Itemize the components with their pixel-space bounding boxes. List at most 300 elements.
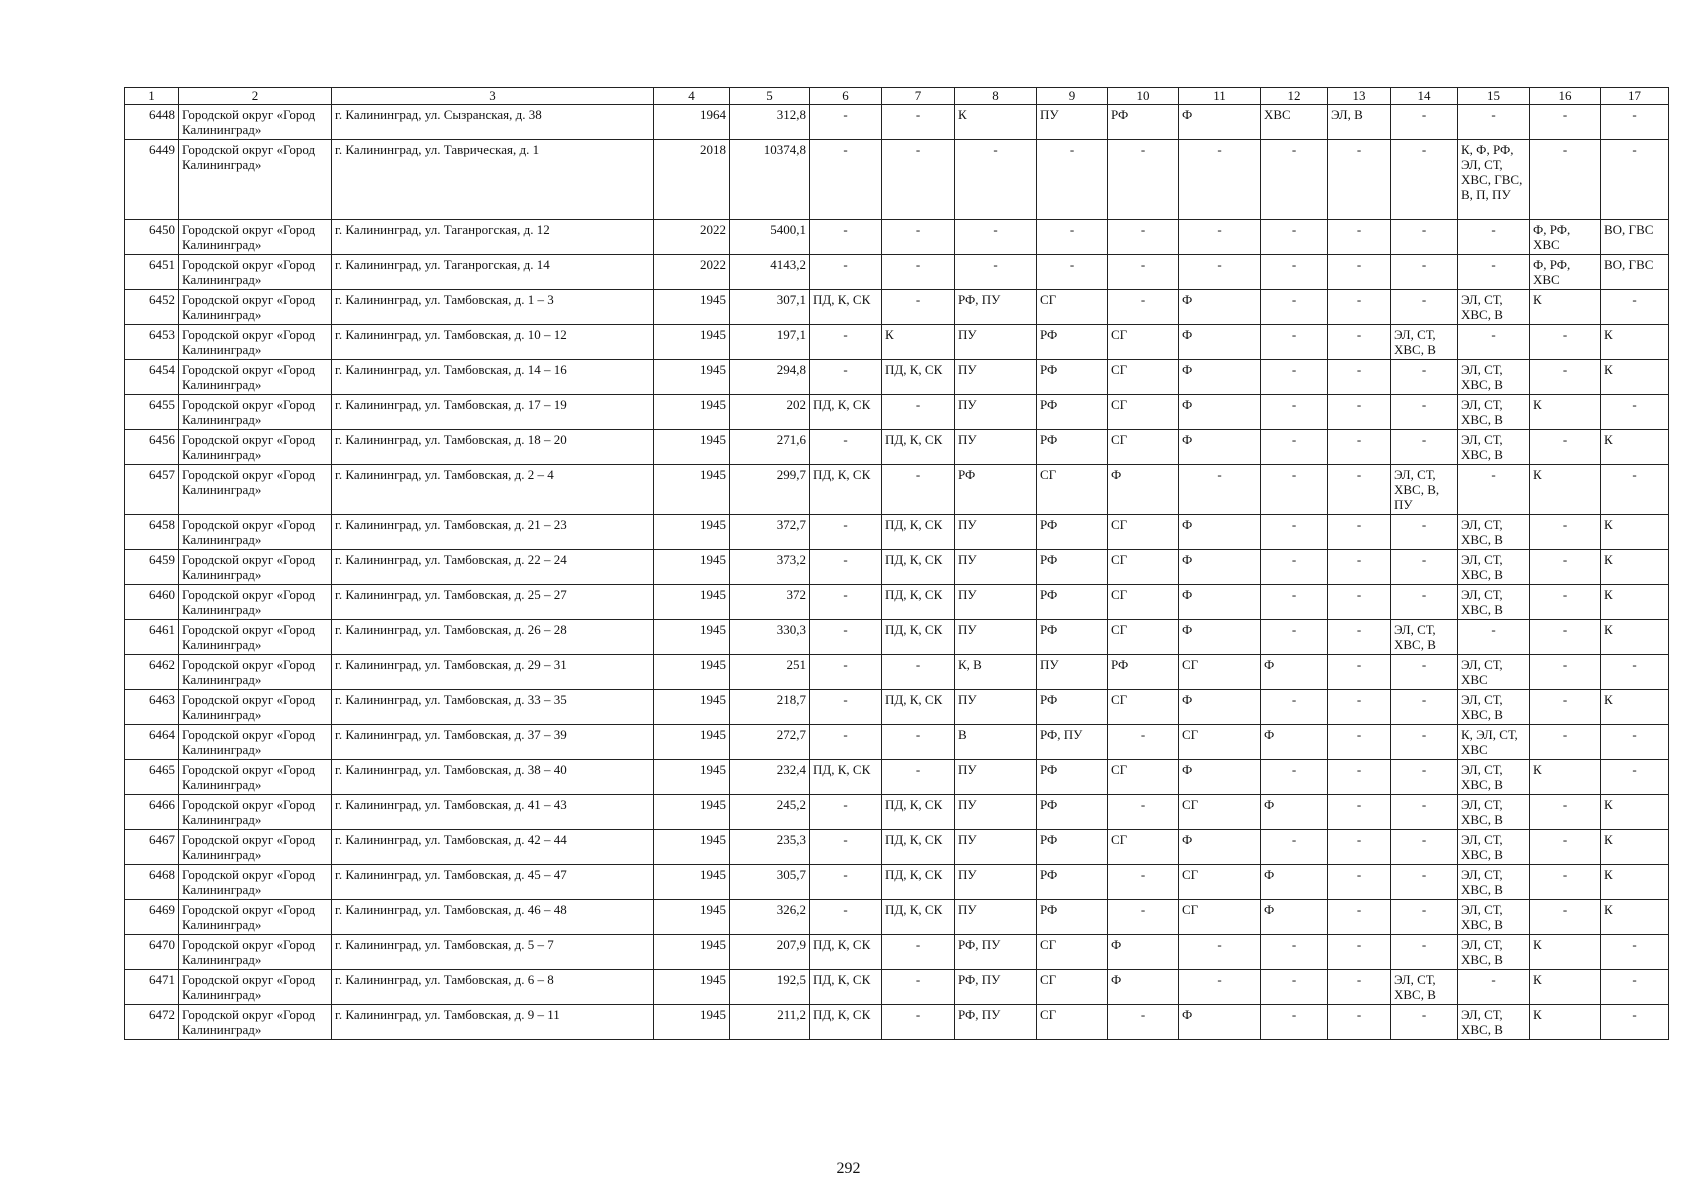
cell-col-7: - bbox=[882, 105, 955, 140]
cell-col-4: 1945 bbox=[654, 725, 730, 760]
cell-col-5: 372,7 bbox=[730, 515, 810, 550]
cell-col-4: 1945 bbox=[654, 865, 730, 900]
cell-col-1: 6453 bbox=[125, 325, 179, 360]
cell-col-16: - bbox=[1530, 655, 1601, 690]
cell-col-14: - bbox=[1391, 140, 1458, 220]
cell-col-10: Ф bbox=[1108, 465, 1179, 515]
cell-col-12: - bbox=[1261, 1005, 1328, 1040]
cell-col-14: - bbox=[1391, 900, 1458, 935]
cell-col-1: 6464 bbox=[125, 725, 179, 760]
cell-col-5: 5400,1 bbox=[730, 220, 810, 255]
cell-col-12: - bbox=[1261, 970, 1328, 1005]
cell-col-9: РФ bbox=[1037, 690, 1108, 725]
column-header-17: 17 bbox=[1601, 88, 1669, 105]
cell-col-3: г. Калининград, ул. Тамбовская, д. 22 – 24 bbox=[332, 550, 654, 585]
cell-col-4: 1945 bbox=[654, 395, 730, 430]
cell-col-12: - bbox=[1261, 515, 1328, 550]
cell-col-13: - bbox=[1328, 690, 1391, 725]
column-header-4: 4 bbox=[654, 88, 730, 105]
cell-col-11: СГ bbox=[1179, 655, 1261, 690]
cell-col-11: Ф bbox=[1179, 430, 1261, 465]
cell-col-7: ПД, К, СК bbox=[882, 690, 955, 725]
cell-col-4: 1945 bbox=[654, 690, 730, 725]
cell-col-2: Городской округ «Город Калининград» bbox=[179, 255, 332, 290]
cell-col-8: ПУ bbox=[955, 620, 1037, 655]
cell-col-1: 6467 bbox=[125, 830, 179, 865]
cell-col-10: - bbox=[1108, 1005, 1179, 1040]
cell-col-16: - bbox=[1530, 795, 1601, 830]
cell-col-8: РФ, ПУ bbox=[955, 935, 1037, 970]
cell-col-5: 232,4 bbox=[730, 760, 810, 795]
cell-col-5: 305,7 bbox=[730, 865, 810, 900]
cell-col-14: - bbox=[1391, 550, 1458, 585]
table-row bbox=[125, 725, 1669, 760]
cell-col-9: СГ bbox=[1037, 1005, 1108, 1040]
cell-col-1: 6457 bbox=[125, 465, 179, 515]
cell-col-16: Ф, РФ, ХВС bbox=[1530, 255, 1601, 290]
cell-col-17: - bbox=[1601, 725, 1669, 760]
cell-col-16: - bbox=[1530, 360, 1601, 395]
table-row bbox=[125, 140, 1669, 220]
table-row bbox=[125, 690, 1669, 725]
cell-col-12: Ф bbox=[1261, 655, 1328, 690]
cell-col-14: ЭЛ, СТ, ХВС, В, ПУ bbox=[1391, 465, 1458, 515]
cell-col-6: ПД, К, СК bbox=[810, 290, 882, 325]
cell-col-6: ПД, К, СК bbox=[810, 1005, 882, 1040]
cell-col-11: - bbox=[1179, 255, 1261, 290]
cell-col-17: К bbox=[1601, 830, 1669, 865]
column-header-5: 5 bbox=[730, 88, 810, 105]
cell-col-9: РФ bbox=[1037, 550, 1108, 585]
cell-col-13: - bbox=[1328, 550, 1391, 585]
cell-col-4: 1964 bbox=[654, 105, 730, 140]
cell-col-3: г. Калининград, ул. Тамбовская, д. 25 – 27 bbox=[332, 585, 654, 620]
cell-col-3: г. Калининград, ул. Тамбовская, д. 38 – 40 bbox=[332, 760, 654, 795]
cell-col-1: 6462 bbox=[125, 655, 179, 690]
cell-col-17: ВО, ГВС bbox=[1601, 220, 1669, 255]
cell-col-15: ЭЛ, СТ, ХВС, В bbox=[1458, 360, 1530, 395]
cell-col-1: 6465 bbox=[125, 760, 179, 795]
cell-col-9: РФ bbox=[1037, 395, 1108, 430]
cell-col-16: - bbox=[1530, 900, 1601, 935]
cell-col-11: Ф bbox=[1179, 105, 1261, 140]
cell-col-15: ЭЛ, СТ, ХВС, В bbox=[1458, 585, 1530, 620]
cell-col-10: СГ bbox=[1108, 325, 1179, 360]
cell-col-7: - bbox=[882, 655, 955, 690]
cell-col-1: 6458 bbox=[125, 515, 179, 550]
cell-col-7: - bbox=[882, 220, 955, 255]
cell-col-13: - bbox=[1328, 430, 1391, 465]
cell-col-1: 6463 bbox=[125, 690, 179, 725]
cell-col-14: - bbox=[1391, 105, 1458, 140]
cell-col-2: Городской округ «Город Калининград» bbox=[179, 515, 332, 550]
cell-col-1: 6452 bbox=[125, 290, 179, 325]
table-row bbox=[125, 360, 1669, 395]
cell-col-16: - bbox=[1530, 105, 1601, 140]
cell-col-6: - bbox=[810, 585, 882, 620]
table-row bbox=[125, 550, 1669, 585]
cell-col-3: г. Калининград, ул. Тамбовская, д. 42 – 44 bbox=[332, 830, 654, 865]
cell-col-12: Ф bbox=[1261, 725, 1328, 760]
cell-col-8: ПУ bbox=[955, 325, 1037, 360]
cell-col-6: ПД, К, СК bbox=[810, 395, 882, 430]
cell-col-7: ПД, К, СК bbox=[882, 515, 955, 550]
cell-col-12: - bbox=[1261, 395, 1328, 430]
cell-col-16: - bbox=[1530, 620, 1601, 655]
column-header-11: 11 bbox=[1179, 88, 1261, 105]
cell-col-10: СГ bbox=[1108, 585, 1179, 620]
cell-col-13: - bbox=[1328, 655, 1391, 690]
cell-col-16: - bbox=[1530, 430, 1601, 465]
cell-col-11: Ф bbox=[1179, 290, 1261, 325]
cell-col-9: РФ bbox=[1037, 620, 1108, 655]
cell-col-4: 1945 bbox=[654, 620, 730, 655]
cell-col-3: г. Калининград, ул. Тамбовская, д. 29 – 31 bbox=[332, 655, 654, 690]
table-row bbox=[125, 830, 1669, 865]
cell-col-7: ПД, К, СК bbox=[882, 620, 955, 655]
cell-col-10: СГ bbox=[1108, 430, 1179, 465]
cell-col-7: ПД, К, СК bbox=[882, 900, 955, 935]
cell-col-11: - bbox=[1179, 465, 1261, 515]
cell-col-7: ПД, К, СК bbox=[882, 585, 955, 620]
cell-col-6: - bbox=[810, 620, 882, 655]
register-table bbox=[124, 87, 1669, 1040]
cell-col-5: 372 bbox=[730, 585, 810, 620]
cell-col-11: СГ bbox=[1179, 725, 1261, 760]
cell-col-15: - bbox=[1458, 465, 1530, 515]
cell-col-5: 251 bbox=[730, 655, 810, 690]
cell-col-2: Городской округ «Город Калининград» bbox=[179, 105, 332, 140]
cell-col-11: Ф bbox=[1179, 550, 1261, 585]
cell-col-10: СГ bbox=[1108, 690, 1179, 725]
cell-col-14: - bbox=[1391, 725, 1458, 760]
cell-col-17: - bbox=[1601, 395, 1669, 430]
cell-col-14: - bbox=[1391, 865, 1458, 900]
cell-col-12: - bbox=[1261, 290, 1328, 325]
cell-col-7: ПД, К, СК bbox=[882, 865, 955, 900]
cell-col-9: РФ bbox=[1037, 865, 1108, 900]
cell-col-3: г. Калининград, ул. Тамбовская, д. 17 – 19 bbox=[332, 395, 654, 430]
cell-col-1: 6461 bbox=[125, 620, 179, 655]
cell-col-6: - bbox=[810, 140, 882, 220]
table-row bbox=[125, 290, 1669, 325]
table-row bbox=[125, 220, 1669, 255]
column-header-7: 7 bbox=[882, 88, 955, 105]
cell-col-13: - bbox=[1328, 255, 1391, 290]
cell-col-13: - bbox=[1328, 935, 1391, 970]
cell-col-7: - bbox=[882, 255, 955, 290]
cell-col-17: К bbox=[1601, 430, 1669, 465]
cell-col-9: РФ bbox=[1037, 430, 1108, 465]
cell-col-4: 1945 bbox=[654, 1005, 730, 1040]
cell-col-16: - bbox=[1530, 830, 1601, 865]
cell-col-16: - bbox=[1530, 690, 1601, 725]
cell-col-14: - bbox=[1391, 655, 1458, 690]
table-row bbox=[125, 970, 1669, 1005]
cell-col-14: ЭЛ, СТ, ХВС, В bbox=[1391, 325, 1458, 360]
table-row bbox=[125, 255, 1669, 290]
column-header-14: 14 bbox=[1391, 88, 1458, 105]
cell-col-17: - bbox=[1601, 140, 1669, 220]
cell-col-14: - bbox=[1391, 760, 1458, 795]
cell-col-12: - bbox=[1261, 550, 1328, 585]
cell-col-11: Ф bbox=[1179, 690, 1261, 725]
cell-col-17: К bbox=[1601, 865, 1669, 900]
cell-col-6: - bbox=[810, 255, 882, 290]
cell-col-11: Ф bbox=[1179, 395, 1261, 430]
cell-col-3: г. Калининград, ул. Тамбовская, д. 21 – 23 bbox=[332, 515, 654, 550]
cell-col-9: РФ bbox=[1037, 760, 1108, 795]
cell-col-12: - bbox=[1261, 585, 1328, 620]
cell-col-9: СГ bbox=[1037, 465, 1108, 515]
cell-col-16: - bbox=[1530, 140, 1601, 220]
cell-col-15: ЭЛ, СТ, ХВС, В bbox=[1458, 760, 1530, 795]
cell-col-12: - bbox=[1261, 830, 1328, 865]
cell-col-17: - bbox=[1601, 655, 1669, 690]
cell-col-9: - bbox=[1037, 220, 1108, 255]
cell-col-1: 6456 bbox=[125, 430, 179, 465]
cell-col-10: РФ bbox=[1108, 655, 1179, 690]
column-header-10: 10 bbox=[1108, 88, 1179, 105]
cell-col-4: 1945 bbox=[654, 830, 730, 865]
cell-col-15: ЭЛ, СТ, ХВС, В bbox=[1458, 900, 1530, 935]
cell-col-3: г. Калининград, ул. Тамбовская, д. 45 – 47 bbox=[332, 865, 654, 900]
cell-col-17: - bbox=[1601, 290, 1669, 325]
cell-col-2: Городской округ «Город Калининград» bbox=[179, 395, 332, 430]
cell-col-7: - bbox=[882, 1005, 955, 1040]
cell-col-1: 6450 bbox=[125, 220, 179, 255]
cell-col-15: - bbox=[1458, 325, 1530, 360]
cell-col-12: Ф bbox=[1261, 900, 1328, 935]
cell-col-10: - bbox=[1108, 140, 1179, 220]
cell-col-11: Ф bbox=[1179, 585, 1261, 620]
cell-col-13: - bbox=[1328, 900, 1391, 935]
cell-col-17: К bbox=[1601, 620, 1669, 655]
cell-col-6: - bbox=[810, 220, 882, 255]
table-row bbox=[125, 1005, 1669, 1040]
cell-col-14: - bbox=[1391, 220, 1458, 255]
cell-col-15: - bbox=[1458, 620, 1530, 655]
cell-col-4: 2018 bbox=[654, 140, 730, 220]
cell-col-5: 197,1 bbox=[730, 325, 810, 360]
cell-col-6: - bbox=[810, 550, 882, 585]
cell-col-2: Городской округ «Город Калининград» bbox=[179, 865, 332, 900]
cell-col-14: - bbox=[1391, 830, 1458, 865]
cell-col-10: - bbox=[1108, 865, 1179, 900]
cell-col-6: - bbox=[810, 690, 882, 725]
cell-col-2: Городской округ «Город Калининград» bbox=[179, 360, 332, 395]
cell-col-10: СГ bbox=[1108, 515, 1179, 550]
cell-col-9: РФ bbox=[1037, 515, 1108, 550]
cell-col-2: Городской округ «Город Калининград» bbox=[179, 935, 332, 970]
cell-col-13: - bbox=[1328, 865, 1391, 900]
cell-col-11: - bbox=[1179, 220, 1261, 255]
cell-col-1: 6471 bbox=[125, 970, 179, 1005]
cell-col-1: 6448 bbox=[125, 105, 179, 140]
column-header-2: 2 bbox=[179, 88, 332, 105]
cell-col-4: 2022 bbox=[654, 220, 730, 255]
cell-col-6: - bbox=[810, 900, 882, 935]
cell-col-8: РФ, ПУ bbox=[955, 290, 1037, 325]
cell-col-9: - bbox=[1037, 255, 1108, 290]
cell-col-5: 218,7 bbox=[730, 690, 810, 725]
cell-col-15: ЭЛ, СТ, ХВС, В bbox=[1458, 865, 1530, 900]
cell-col-13: - bbox=[1328, 760, 1391, 795]
cell-col-9: РФ bbox=[1037, 795, 1108, 830]
cell-col-7: - bbox=[882, 935, 955, 970]
cell-col-5: 192,5 bbox=[730, 970, 810, 1005]
cell-col-3: г. Калининград, ул. Тамбовская, д. 33 – 35 bbox=[332, 690, 654, 725]
cell-col-10: - bbox=[1108, 900, 1179, 935]
cell-col-4: 1945 bbox=[654, 900, 730, 935]
cell-col-4: 2022 bbox=[654, 255, 730, 290]
cell-col-7: - bbox=[882, 395, 955, 430]
cell-col-11: Ф bbox=[1179, 760, 1261, 795]
cell-col-2: Городской округ «Город Калининград» bbox=[179, 690, 332, 725]
cell-col-16: К bbox=[1530, 935, 1601, 970]
cell-col-2: Городской округ «Город Калининград» bbox=[179, 325, 332, 360]
cell-col-15: ЭЛ, СТ, ХВС, В bbox=[1458, 395, 1530, 430]
cell-col-6: - bbox=[810, 515, 882, 550]
cell-col-4: 1945 bbox=[654, 550, 730, 585]
cell-col-15: К, ЭЛ, СТ, ХВС bbox=[1458, 725, 1530, 760]
cell-col-12: - bbox=[1261, 140, 1328, 220]
cell-col-2: Городской округ «Город Калининград» bbox=[179, 725, 332, 760]
cell-col-7: - bbox=[882, 760, 955, 795]
cell-col-5: 373,2 bbox=[730, 550, 810, 585]
cell-col-4: 1945 bbox=[654, 795, 730, 830]
cell-col-9: РФ, ПУ bbox=[1037, 725, 1108, 760]
cell-col-4: 1945 bbox=[654, 465, 730, 515]
cell-col-6: ПД, К, СК bbox=[810, 760, 882, 795]
cell-col-7: ПД, К, СК bbox=[882, 550, 955, 585]
cell-col-1: 6468 bbox=[125, 865, 179, 900]
cell-col-13: - bbox=[1328, 360, 1391, 395]
cell-col-13: - bbox=[1328, 140, 1391, 220]
cell-col-11: Ф bbox=[1179, 620, 1261, 655]
cell-col-2: Городской округ «Город Калининград» bbox=[179, 140, 332, 220]
cell-col-5: 272,7 bbox=[730, 725, 810, 760]
column-header-3: 3 bbox=[332, 88, 654, 105]
cell-col-10: СГ bbox=[1108, 395, 1179, 430]
cell-col-2: Городской округ «Город Калининград» bbox=[179, 290, 332, 325]
table-row bbox=[125, 395, 1669, 430]
cell-col-13: - bbox=[1328, 620, 1391, 655]
cell-col-4: 1945 bbox=[654, 430, 730, 465]
cell-col-2: Городской округ «Город Калининград» bbox=[179, 970, 332, 1005]
cell-col-7: - bbox=[882, 725, 955, 760]
cell-col-13: - bbox=[1328, 290, 1391, 325]
cell-col-11: Ф bbox=[1179, 1005, 1261, 1040]
cell-col-8: ПУ bbox=[955, 830, 1037, 865]
cell-col-3: г. Калининград, ул. Тамбовская, д. 37 – 39 bbox=[332, 725, 654, 760]
cell-col-16: - bbox=[1530, 585, 1601, 620]
cell-col-10: Ф bbox=[1108, 935, 1179, 970]
cell-col-9: ПУ bbox=[1037, 655, 1108, 690]
cell-col-8: ПУ bbox=[955, 795, 1037, 830]
cell-col-6: - bbox=[810, 725, 882, 760]
cell-col-13: - bbox=[1328, 795, 1391, 830]
cell-col-15: ЭЛ, СТ, ХВС bbox=[1458, 655, 1530, 690]
cell-col-14: - bbox=[1391, 515, 1458, 550]
cell-col-2: Городской округ «Город Калининград» bbox=[179, 830, 332, 865]
cell-col-16: Ф, РФ, ХВС bbox=[1530, 220, 1601, 255]
cell-col-2: Городской округ «Город Калининград» bbox=[179, 655, 332, 690]
cell-col-1: 6459 bbox=[125, 550, 179, 585]
cell-col-12: - bbox=[1261, 255, 1328, 290]
table-row bbox=[125, 620, 1669, 655]
cell-col-4: 1945 bbox=[654, 360, 730, 395]
cell-col-13: - bbox=[1328, 465, 1391, 515]
cell-col-8: РФ bbox=[955, 465, 1037, 515]
table-row bbox=[125, 325, 1669, 360]
cell-col-3: г. Калининград, ул. Тамбовская, д. 2 – 4 bbox=[332, 465, 654, 515]
cell-col-15: К, Ф, РФ, ЭЛ, СТ, ХВС, ГВС, В, П, ПУ bbox=[1458, 140, 1530, 220]
cell-col-16: - bbox=[1530, 725, 1601, 760]
cell-col-4: 1945 bbox=[654, 325, 730, 360]
cell-col-8: РФ, ПУ bbox=[955, 1005, 1037, 1040]
cell-col-17: К bbox=[1601, 795, 1669, 830]
cell-col-5: 271,6 bbox=[730, 430, 810, 465]
cell-col-12: ХВС bbox=[1261, 105, 1328, 140]
cell-col-5: 207,9 bbox=[730, 935, 810, 970]
table-body bbox=[125, 105, 1669, 1040]
cell-col-14: ЭЛ, СТ, ХВС, В bbox=[1391, 970, 1458, 1005]
table-row bbox=[125, 585, 1669, 620]
cell-col-6: ПД, К, СК bbox=[810, 970, 882, 1005]
cell-col-4: 1945 bbox=[654, 585, 730, 620]
cell-col-6: ПД, К, СК bbox=[810, 935, 882, 970]
cell-col-12: - bbox=[1261, 220, 1328, 255]
cell-col-13: ЭЛ, В bbox=[1328, 105, 1391, 140]
cell-col-10: СГ bbox=[1108, 360, 1179, 395]
cell-col-15: - bbox=[1458, 220, 1530, 255]
cell-col-16: К bbox=[1530, 970, 1601, 1005]
cell-col-11: СГ bbox=[1179, 900, 1261, 935]
cell-col-4: 1945 bbox=[654, 970, 730, 1005]
cell-col-10: - bbox=[1108, 255, 1179, 290]
cell-col-14: - bbox=[1391, 690, 1458, 725]
cell-col-17: К bbox=[1601, 360, 1669, 395]
cell-col-12: - bbox=[1261, 430, 1328, 465]
page-number: 292 bbox=[836, 1160, 861, 1177]
cell-col-6: - bbox=[810, 865, 882, 900]
cell-col-17: К bbox=[1601, 325, 1669, 360]
cell-col-8: ПУ bbox=[955, 550, 1037, 585]
cell-col-8: - bbox=[955, 255, 1037, 290]
cell-col-8: - bbox=[955, 220, 1037, 255]
cell-col-8: ПУ bbox=[955, 900, 1037, 935]
cell-col-9: РФ bbox=[1037, 900, 1108, 935]
cell-col-10: СГ bbox=[1108, 830, 1179, 865]
cell-col-8: ПУ bbox=[955, 865, 1037, 900]
cell-col-7: - bbox=[882, 290, 955, 325]
cell-col-7: ПД, К, СК bbox=[882, 795, 955, 830]
cell-col-2: Городской округ «Город Калининград» bbox=[179, 760, 332, 795]
cell-col-1: 6454 bbox=[125, 360, 179, 395]
cell-col-3: г. Калининград, ул. Тамбовская, д. 9 – 11 bbox=[332, 1005, 654, 1040]
table-row bbox=[125, 465, 1669, 515]
cell-col-17: - bbox=[1601, 970, 1669, 1005]
cell-col-17: ВО, ГВС bbox=[1601, 255, 1669, 290]
table-row bbox=[125, 865, 1669, 900]
cell-col-2: Городской округ «Город Калининград» bbox=[179, 620, 332, 655]
cell-col-11: СГ bbox=[1179, 795, 1261, 830]
cell-col-9: РФ bbox=[1037, 830, 1108, 865]
cell-col-8: ПУ bbox=[955, 430, 1037, 465]
cell-col-4: 1945 bbox=[654, 290, 730, 325]
table-row bbox=[125, 655, 1669, 690]
